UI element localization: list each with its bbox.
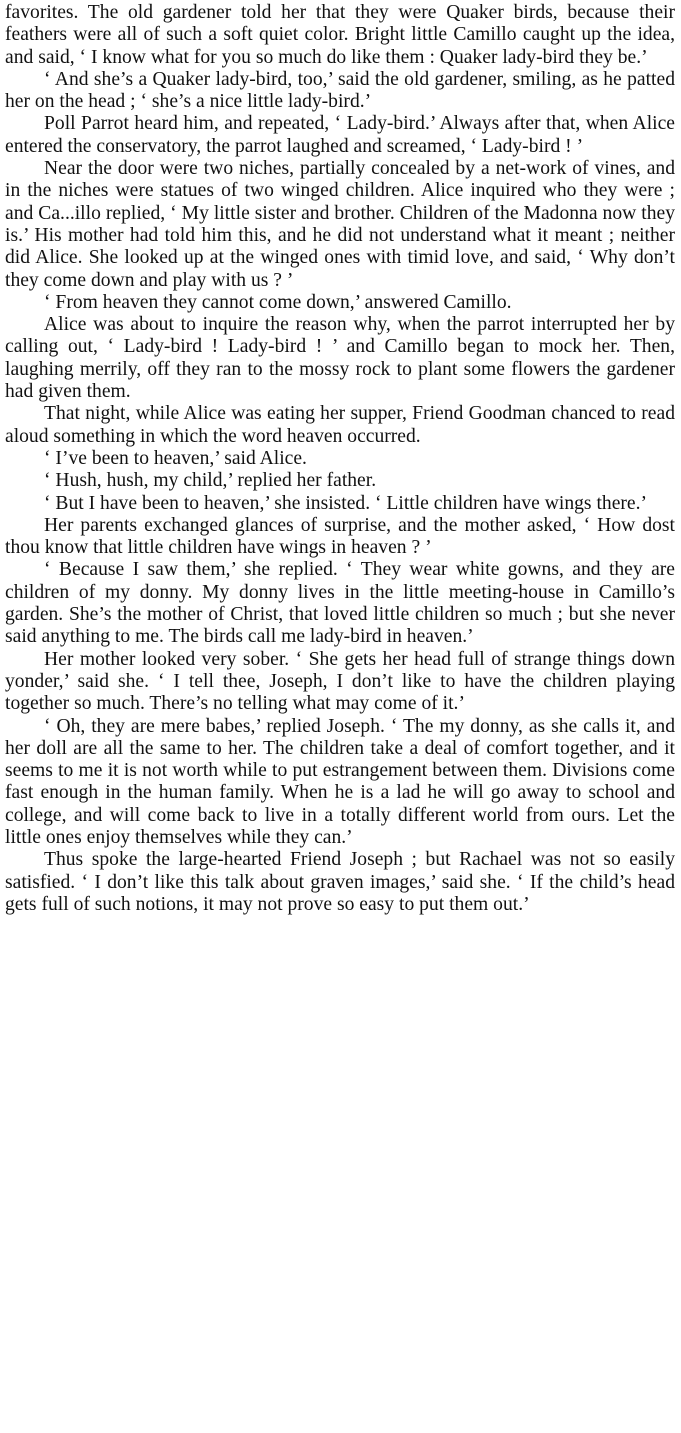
paragraph: Near the door were two niches, partially concealed by a net-work of vines, and in the niches were statues of two winged children. Alice inquired who they were ; and Ca...illo replied, ‘ My little sister and brother. Children of the Madonna now they is.’ His mother had told him this, and he did not understand what it meant ; neither did Alice. She looked up at the winged ones with timid love, and said, ‘ Why don’t they come down and play with us ? ’ (5, 158, 675, 291)
paragraph: ‘ Oh, they are mere babes,’ replied Joseph. ‘ The my donny, as she calls it, and her doll are all the same to her. The children take a deal of comfort together, and it seems to me it is not worth while to put estrangement between them. Divisions come fast enough in the human family. When he is a lad he will go away to school and college, and will come back to live in a totally different world from ours. Let the little ones enjoy themselves while they can.’ (5, 715, 675, 848)
paragraph: Her parents exchanged glances of surprise, and the mother asked, ‘ How dost thou know that little children have wings in heaven ? ’ (5, 514, 675, 559)
paragraph: ‘ Because I saw them,’ she replied. ‘ They wear white gowns, and they are children of my donny. My donny lives in the little meeting-house in Camillo’s garden. She’s the mother of Christ, that loved little children so much ; but she never said anything to me. The birds call me lady-bird in heaven.’ (5, 559, 675, 648)
paragraph: ‘ But I have been to heaven,’ she insisted. ‘ Little children have wings there.’ (44, 492, 648, 514)
paragraph: Her mother looked very sober. ‘ She gets her head full of strange things down yonder,’ said she. ‘ I tell thee, Joseph, I don’t like to have the children playing together so much. There’s no telling what may come of it.’ (5, 648, 675, 715)
paragraph: ‘ From heaven they cannot come down,’ answered Camillo. (44, 291, 512, 313)
paragraph: ‘ I’ve been to heaven,’ said Alice. (44, 447, 307, 469)
paragraph: Thus spoke the large-hearted Friend Joseph ; but Rachael was not so easily satisfied. ‘ I don’t like this talk about graven images,’ said she. ‘ If the child’s head gets full of such notions, it may not prove so easy to put them out.’ (5, 849, 675, 915)
paragraph-continued: favorites. The old gardener told her that they were Quaker birds, because their feathers were all of such a soft quiet color. Bright little Camillo caught up the idea, and said, ‘ I know what for you so much do like them : Quaker lady-bird they be.’ (5, 2, 675, 68)
paragraph: Alice was about to inquire the reason why, when the parrot interrupted her by calling out, ‘ Lady-bird ! Lady-bird ! ’ and Camillo began to mock her. Then, laughing merrily, off they ran to the mossy rock to plant some flowers the gardener had given them. (5, 314, 675, 403)
paragraph: That night, while Alice was eating her supper, Friend Goodman chanced to read aloud something in which the word heaven occurred. (5, 403, 675, 447)
paragraph: Poll Parrot heard him, and repeated, ‘ Lady-bird.’ Always after that, when Alice entered the conservatory, the parrot laughed and screamed, ‘ Lady-bird ! ’ (5, 113, 675, 157)
paragraph: ‘ And she’s a Quaker lady-bird, too,’ said the old gardener, smiling, as he patted her on the head ; ‘ she’s a nice little lady-bird.’ (5, 68, 675, 113)
paragraph: ‘ Hush, hush, my child,’ replied her father. (44, 470, 377, 492)
